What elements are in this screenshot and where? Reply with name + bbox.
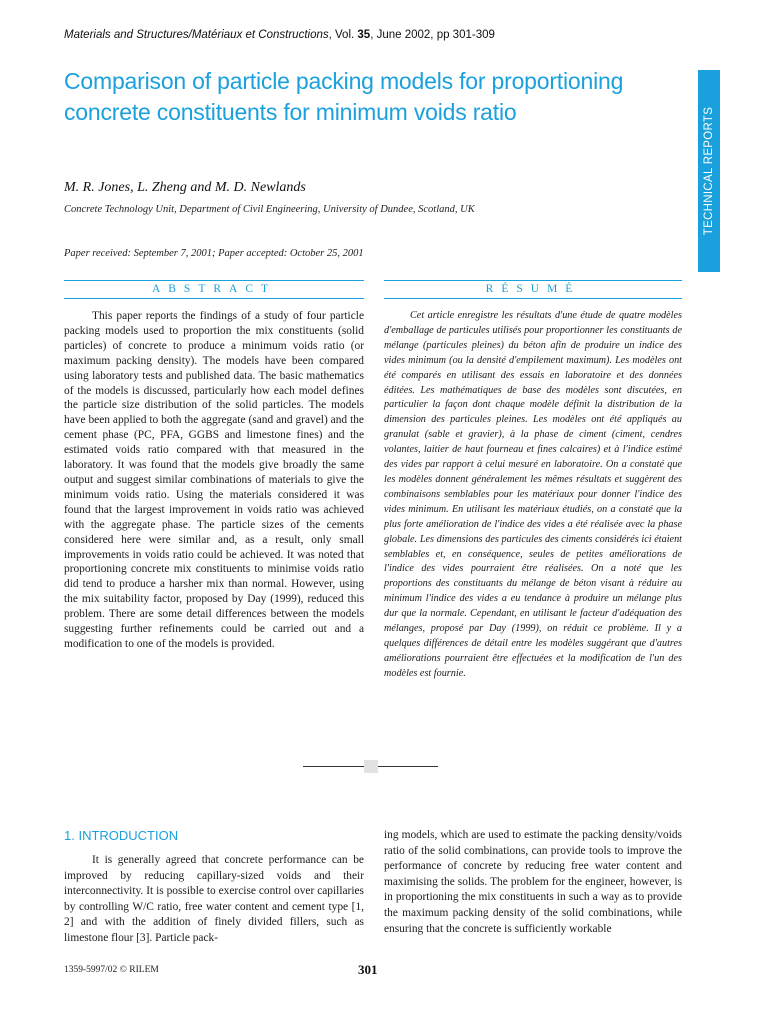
issn-copyright: 1359-5997/02 © RILEM [64, 965, 159, 975]
paper-title: Comparison of particle packing models for proportioning concrete constituents for minimum voids ratio [64, 68, 624, 125]
introduction-paragraph-1: It is generally agreed that concrete performance can be improved by reducing capillary-sized voids and their interconnectivity. It is possible to exercise control over capillaries by controlling W/C ratio, free water content and cement type [1, 2] and with the addition of finely divided fillers, such as limestone flour [3]. Particle pack- [64, 854, 364, 944]
resume-heading: RÉSUMÉ [384, 280, 682, 299]
journal-name: Materials and Structures/Matériaux et Constructions [64, 29, 329, 41]
section-tab [698, 70, 720, 272]
introduction-right-column [384, 828, 682, 937]
divider-ornament [364, 760, 378, 773]
volume-number: 35 [357, 29, 371, 41]
abstract-heading: ABSTRACT [64, 280, 364, 299]
received-dates: Paper received: September 7, 2001; Paper accepted: October 25, 2001 [64, 248, 364, 259]
introduction-left-column [64, 853, 364, 947]
resume-paragraph: Cet article enregistre les résultats d'une étude de quatre modèles d'emballage de particules utilisés pour proportionner les constituants de mélange (particules pleines) du béton afin de produire un indice des vides minimum (ou la densité d'empilement maximum). Les modèles ont été comparés en utilisant des essais en laboratoire et des données éditées. Les mathématiques de base des modèles sont discutées, en particulier la façon dont chaque modèle définit la distribution de la dimension des particules pleines. Les modèles ont été appliqués au granulat (sable et gravier), à la phase de ciment (ciment, cendres volantes, laitier de haut fourneau et fines calcaires) et à l'indice estimé des vides par rapport à celui mesuré en laboratoire. On a constaté que les modèles donnent généralement les mêmes résultats et suggèrent des combinaisons semblables pour les matériaux pour donner l'indice des vides minimum. En utilisant les matériaux étudiés, on a constaté que la plus forte amélioration de l'indice des vides a été réalisée avec la phase globale. Les dimensions des particules des ciments considérés ici étaient semblables et, en conséquence, seules de petites améliorations de l'indice des vides pourraient être réalisées. On a noté que les proportions des constituants du mélange de béton visant à réduire au minimum l'indice des vides a eu tendance à produire un mélange plus dur que la normale. Cependant, en utilisant le facteur d'adéquation des mélanges, proposé par Day (1999), on réduit ce problème. Il y a quelques différences de détail entre les modèles suggérant que d'autres améliorations pourraient être effectuées et la modification de l'un des modèles est fournie. [384, 310, 682, 679]
page-number: 301 [358, 962, 378, 977]
authors: M. R. Jones, L. Zheng and M. D. Newlands [64, 180, 306, 195]
volume-label: , Vol. [328, 29, 358, 41]
issue-date-pages: , June 2002, pp 301-309 [370, 29, 495, 41]
affiliation: Concrete Technology Unit, Department of Civil Engineering, University of Dundee, Scotland, UK [64, 204, 475, 215]
abstract-paragraph: This paper reports the findings of a study of four particle packing models used to proportion the mix constituents (solid particles) of concrete to produce a minimum voids ratio (or maximum packing density). The models have been compared using laboratory tests and published data. The basic mathematics of the models is discussed, particularly how each model defines the particle size distribution of the solid particles. The models have been applied to both the aggregate (sand and gravel) and the cement phase (PC, PFA, GGBS and limestone fines) and the estimated voids ratio compared with that measured in the laboratory. It was found that the models give broadly the same output and suggest similar combinations of materials to give the minimum voids ratio. Using the materials considered it was found that the largest improvement in voids ratio was achieved with the aggregate phase. The particle sizes of the cements considered here were similar and, as a result, only small improvements in voids ratio could be achieved. It was noted that proportioning concrete mix constituents to minimise voids ratio did tend to produce a harsher mix than normal. However, using the mix suitability factor, proposed by Day (1999), reduced this problem. There are some detail differences between the models suggesting further refinements could be carried out and a modification to one of the models is provided. [64, 310, 364, 650]
introduction-heading: 1. INTRODUCTION [64, 828, 179, 843]
abstract-text [64, 309, 364, 652]
journal-citation [64, 29, 495, 41]
section-tab-label: TECHNICAL REPORTS [703, 106, 715, 236]
introduction-paragraph-continued: ing models, which are used to estimate the packing density/voids ratio of the solid combinations, can provide tools to improve the performance of concrete by reducing free water content and maximising the solids. The problem for the engineer, however, is in proportioning the mix constituents in such a way as to provide the maximum packing density of the solid combinations, while ensuring that the concrete is sufficiently workable [384, 829, 682, 935]
resume-text [384, 309, 682, 682]
